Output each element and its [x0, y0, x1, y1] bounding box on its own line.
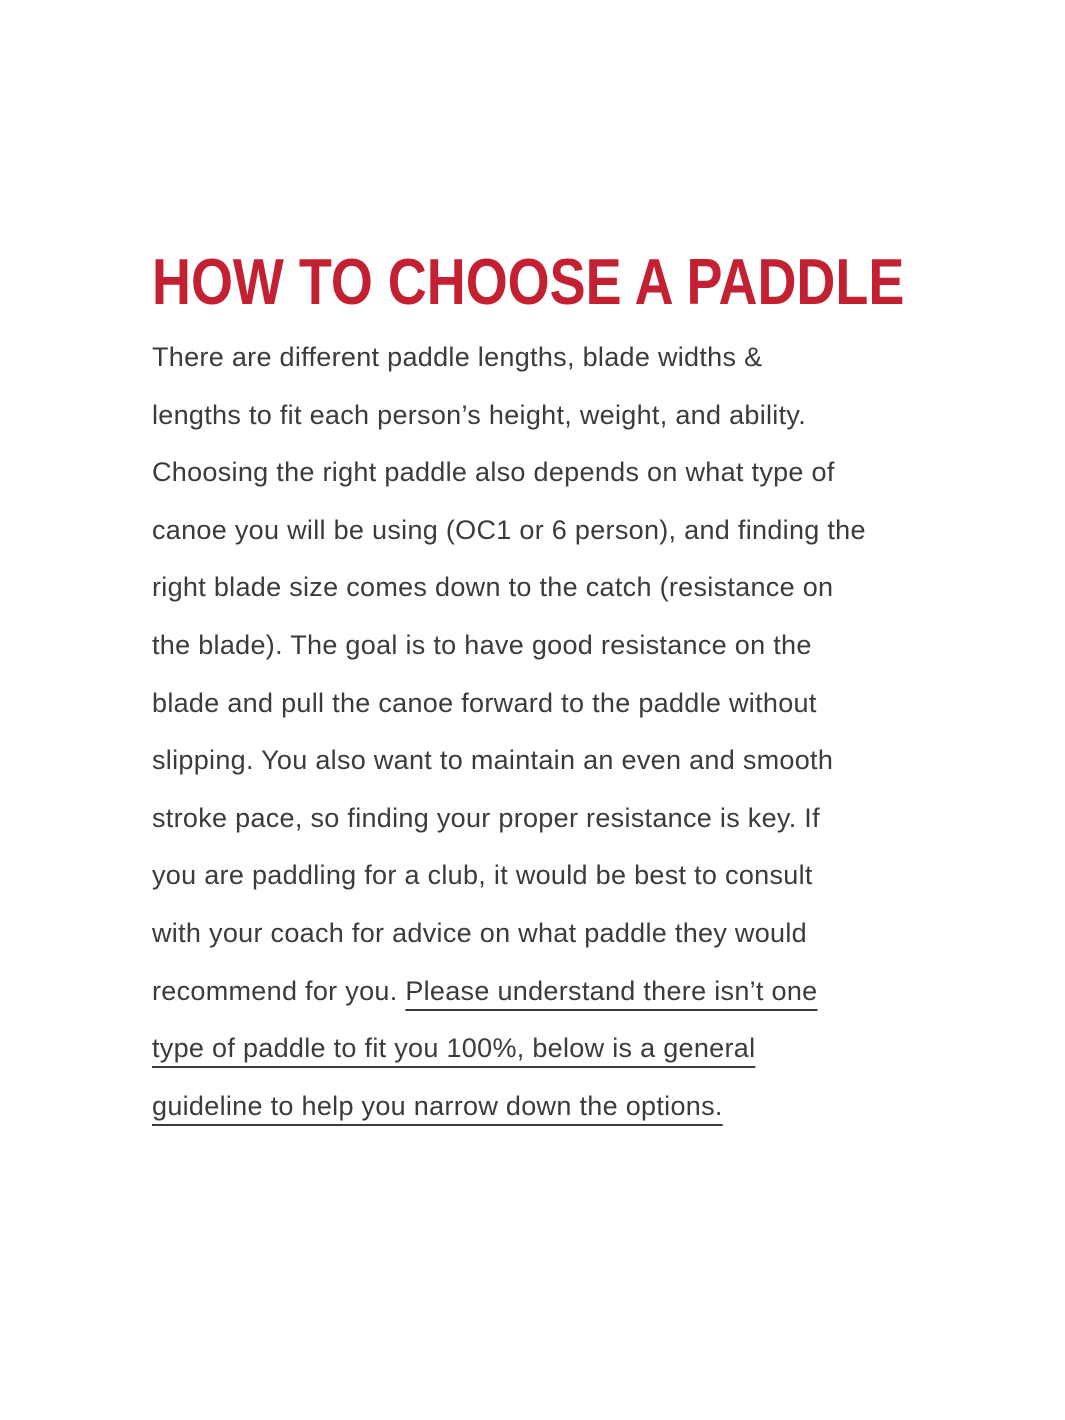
article-body [152, 329, 952, 1135]
body-line [152, 732, 952, 790]
body-line [152, 963, 952, 1021]
body-line-text: Choosing the right paddle also depends on what type of [152, 457, 835, 488]
body-line-underlined-text: guideline to help you narrow down the options. [152, 1090, 723, 1121]
body-line-text: you are paddling for a club, it would be best to consult [152, 860, 813, 891]
body-line-text: There are different paddle lengths, blade widths & [152, 342, 763, 372]
body-line [152, 329, 952, 387]
body-line-text: slipping. You also want to maintain an even and smooth [152, 745, 834, 776]
body-line [152, 1078, 952, 1136]
body-line [152, 502, 952, 560]
page-title: HOW TO CHOOSE A PADDLE [152, 245, 905, 318]
body-line [152, 675, 952, 733]
body-line [152, 847, 952, 905]
body-line [152, 790, 952, 848]
body-line [152, 1020, 952, 1078]
body-line-text: right blade size comes down to the catch (resistance on [152, 572, 834, 603]
body-line-text: with your coach for advice on what paddle they would [152, 917, 807, 948]
body-line-text: the blade). The goal is to have good resistance on the [152, 629, 812, 660]
body-line-text: blade and pull the canoe forward to the paddle without [152, 687, 817, 718]
body-line-underlined-text: Please understand there isn’t one [405, 975, 818, 1006]
body-line-text: stroke pace, so finding your proper resistance is key. If [152, 802, 820, 833]
body-line [152, 905, 952, 963]
body-line-underlined-text: type of paddle to fit you 100%, below is a general [152, 1033, 756, 1064]
body-line [152, 617, 952, 675]
body-line [152, 387, 952, 445]
body-line [152, 559, 952, 617]
article [152, 0, 952, 1135]
body-line-text: lengths to fit each person’s height, weight, and ability. [152, 399, 806, 430]
body-line-text: recommend for you. [152, 975, 406, 1006]
body-line [152, 444, 952, 502]
body-line-text: canoe you will be using (OC1 or 6 person), and finding the [152, 514, 866, 545]
